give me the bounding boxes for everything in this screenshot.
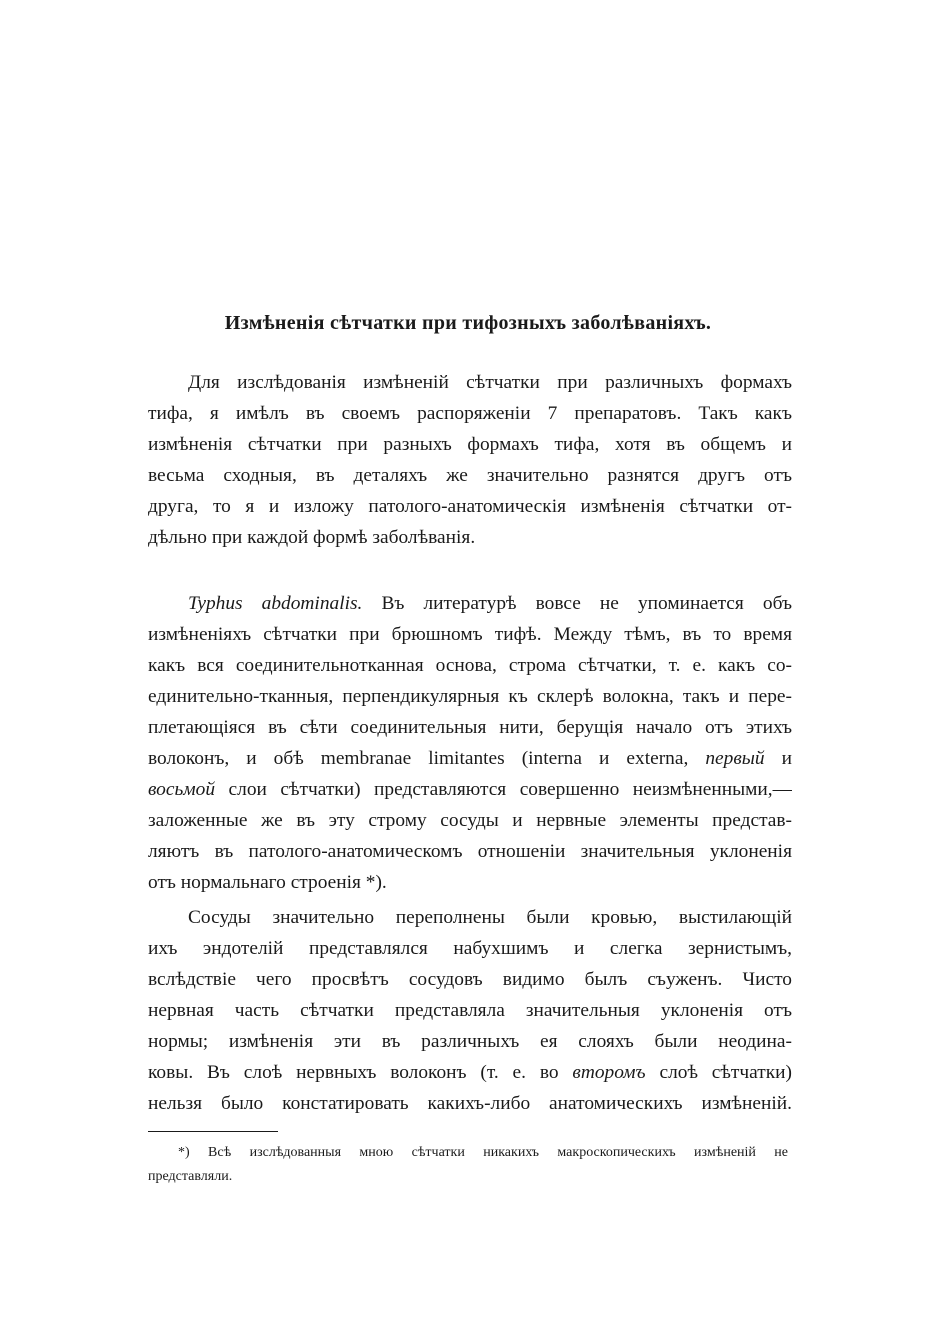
- text-line: нельзя было констатировать какихъ-либо анатомическихъ измѣненій.: [148, 1093, 792, 1114]
- text-fragment-italic: восьмой: [148, 779, 216, 800]
- text-line: тифа, я имѣлъ въ своемъ распоряженіи 7 препаратовъ. Такъ какъ: [148, 403, 792, 424]
- text-line: отъ нормальнаго строенія *).: [148, 872, 387, 893]
- text-line: нервная часть сѣтчатки представляла значительныя уклоненія отъ: [148, 1000, 792, 1021]
- text-line: Для изслѣдованія измѣненій сѣтчатки при различныхъ формахъ: [188, 372, 792, 393]
- typhus-paragraph: [148, 588, 792, 898]
- section-heading: Typhus abdominalis.: [188, 593, 363, 614]
- footnote: [148, 1141, 788, 1189]
- text-line: какъ вся соединительнотканная основа, строма сѣтчатки, т. е. какъ со-: [148, 655, 792, 676]
- text-line: измѣненія сѣтчатки при разныхъ формахъ тифа, хотя въ общемъ и: [148, 434, 792, 455]
- text-fragment: слои сѣтчатки) представляются совершенно неизмѣненными,—: [215, 779, 792, 800]
- footnote-line: *) Всѣ изслѣдованныя мною сѣтчатки никакихъ макроскопическихъ измѣненій не: [178, 1145, 788, 1160]
- text-line: единительно-тканныя, перпендикулярныя къ склерѣ волокна, такъ и пере-: [148, 686, 792, 707]
- text-fragment: и: [764, 748, 792, 769]
- text-line: вслѣдствіе чего просвѣтъ сосудовъ видимо былъ съуженъ. Чисто: [148, 969, 792, 990]
- vessels-paragraph: [148, 902, 792, 1119]
- text-fragment-italic: второмъ: [572, 1062, 646, 1083]
- text-line: ихъ эндотелій представлялся набухшимъ и слегка зернистымъ,: [148, 938, 792, 959]
- page-title: Измѣненія сѣтчатки при тифозныхъ заболѣваніяхъ.: [224, 312, 712, 334]
- text-line: плетающіяся въ сѣти соединительныя нити, берущія начало отъ этихъ: [148, 717, 792, 738]
- text-fragment: Въ литературѣ вовсе не упоминается объ: [362, 593, 792, 614]
- text-line: друга, то я и изложу патолого-анатомическія измѣненія сѣтчатки от-: [148, 496, 792, 517]
- text-fragment-italic: первый: [705, 748, 765, 769]
- intro-paragraph: [148, 367, 792, 553]
- footnote-divider: [148, 1131, 278, 1132]
- text-line: [148, 588, 792, 619]
- text-fragment: слоѣ сѣтчатки): [645, 1062, 792, 1083]
- footnote-line: представляли.: [148, 1169, 233, 1184]
- text-line: весьма сходныя, въ деталяхъ же значительно разнятся другъ отъ: [148, 465, 792, 486]
- text-fragment: ковы. Въ слоѣ нервныхъ волоконъ (т. е. во: [148, 1062, 573, 1083]
- text-line: Сосуды значительно переполнены были кровью, выстилающій: [188, 907, 792, 928]
- text-line: дѣльно при каждой формѣ заболѣванія.: [148, 527, 476, 548]
- text-line: нормы; измѣненія эти въ различныхъ ея слояхъ были неодина-: [148, 1031, 792, 1052]
- text-line: [148, 743, 792, 774]
- text-line: измѣненіяхъ сѣтчатки при брюшномъ тифѣ. Между тѣмъ, въ то время: [148, 624, 792, 645]
- text-line: заложенные же въ эту строму сосуды и нервные элементы представ-: [148, 810, 792, 831]
- text-line: [148, 774, 792, 805]
- text-line: [148, 1057, 792, 1088]
- text-fragment: волоконъ, и обѣ membranae limitantes (interna и externa,: [148, 748, 689, 769]
- text-line: ляютъ въ патолого-анатомическомъ отношеніи значительныя уклоненія: [148, 841, 792, 862]
